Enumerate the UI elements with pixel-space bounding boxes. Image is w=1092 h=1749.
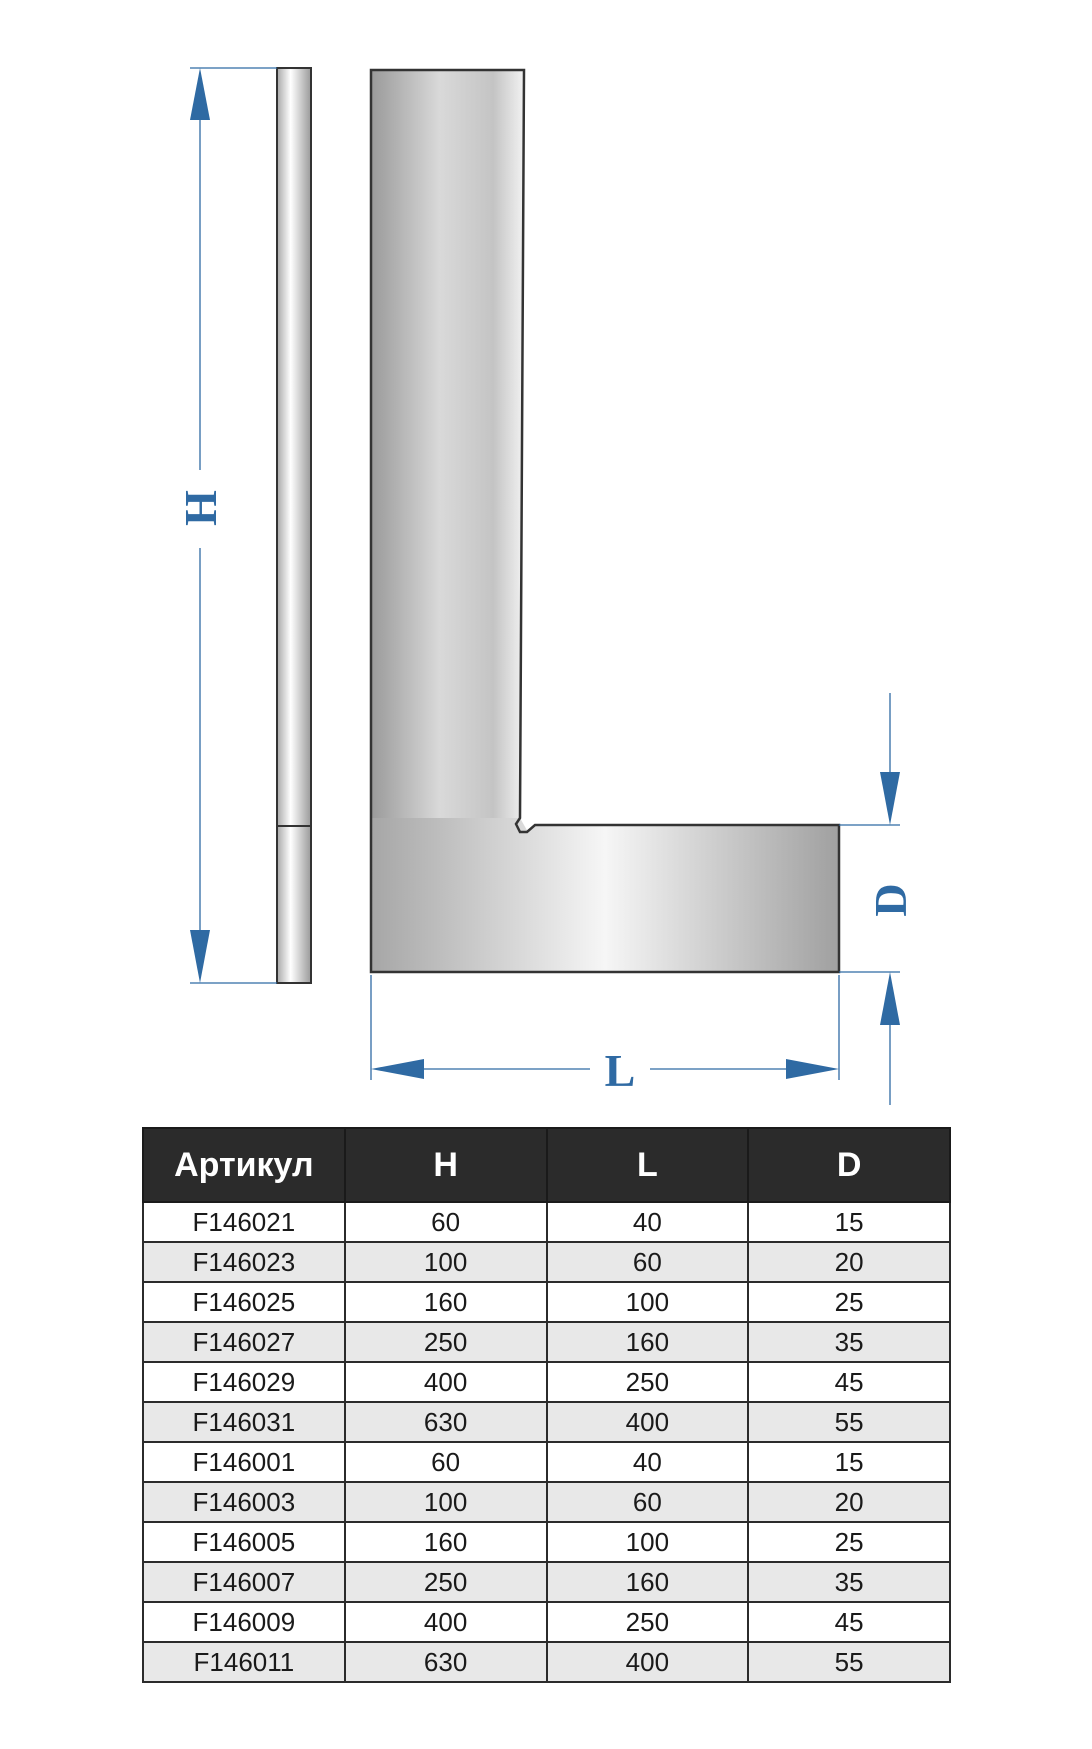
cell-d: 20: [748, 1242, 950, 1282]
cell-h: 100: [345, 1242, 547, 1282]
cell-article: F146029: [143, 1362, 345, 1402]
arrow-right-icon: [786, 1059, 839, 1079]
cell-h: 60: [345, 1442, 547, 1482]
cell-d: 35: [748, 1322, 950, 1362]
table-row: [143, 1442, 950, 1482]
cell-article: F146009: [143, 1602, 345, 1642]
arrow-up-icon: [880, 972, 900, 1025]
arrow-up-icon: [190, 68, 210, 120]
side-view-blade: [277, 68, 311, 826]
cell-h: 400: [345, 1362, 547, 1402]
cell-h: 100: [345, 1482, 547, 1522]
cell-d: 25: [748, 1282, 950, 1322]
side-view-base: [277, 826, 311, 983]
cell-article: F146005: [143, 1522, 345, 1562]
cell-d: 15: [748, 1442, 950, 1482]
arrow-down-icon: [880, 772, 900, 825]
cell-article: F146001: [143, 1442, 345, 1482]
cell-h: 60: [345, 1202, 547, 1242]
cell-d: 20: [748, 1482, 950, 1522]
cell-article: F146023: [143, 1242, 345, 1282]
arrow-left-icon: [371, 1059, 424, 1079]
arrow-down-icon: [190, 930, 210, 983]
header-h: H: [345, 1128, 547, 1202]
cell-article: F146003: [143, 1482, 345, 1522]
table-row: [143, 1322, 950, 1362]
table-row: [143, 1562, 950, 1602]
cell-l: 400: [547, 1642, 749, 1682]
header-d: D: [748, 1128, 950, 1202]
cell-article: F146007: [143, 1562, 345, 1602]
cell-d: 15: [748, 1202, 950, 1242]
cell-h: 160: [345, 1522, 547, 1562]
cell-d: 45: [748, 1362, 950, 1402]
cell-article: F146025: [143, 1282, 345, 1322]
square-base: [371, 818, 839, 972]
cell-h: 250: [345, 1562, 547, 1602]
cell-l: 160: [547, 1562, 749, 1602]
cell-h: 630: [345, 1642, 547, 1682]
table-body: [143, 1202, 950, 1682]
cell-article: F146021: [143, 1202, 345, 1242]
header-article: Артикул: [143, 1128, 345, 1202]
dimension-d-label: D: [865, 883, 916, 917]
dimension-h: [175, 68, 277, 983]
table-row: [143, 1602, 950, 1642]
table-row: [143, 1242, 950, 1282]
cell-d: 55: [748, 1402, 950, 1442]
dimension-h-label: H: [175, 490, 226, 526]
table-header-row: [143, 1128, 950, 1202]
cell-d: 35: [748, 1562, 950, 1602]
cell-article: F146027: [143, 1322, 345, 1362]
table-row: [143, 1282, 950, 1322]
cell-article: F146011: [143, 1642, 345, 1682]
cell-article: F146031: [143, 1402, 345, 1442]
cell-l: 40: [547, 1202, 749, 1242]
table-row: [143, 1522, 950, 1562]
spec-table: [142, 1127, 951, 1683]
header-l: L: [547, 1128, 749, 1202]
table-row: [143, 1362, 950, 1402]
cell-h: 250: [345, 1322, 547, 1362]
cell-d: 55: [748, 1642, 950, 1682]
cell-h: 400: [345, 1602, 547, 1642]
cell-l: 60: [547, 1482, 749, 1522]
cell-l: 160: [547, 1322, 749, 1362]
cell-d: 25: [748, 1522, 950, 1562]
cell-d: 45: [748, 1602, 950, 1642]
table-row: [143, 1202, 950, 1242]
cell-h: 160: [345, 1282, 547, 1322]
cell-l: 40: [547, 1442, 749, 1482]
dimension-l-label: L: [604, 1045, 636, 1096]
square-front-view: [371, 70, 839, 972]
cell-l: 400: [547, 1402, 749, 1442]
cell-l: 60: [547, 1242, 749, 1282]
table-row: [143, 1482, 950, 1522]
dimension-d: [839, 693, 916, 1105]
table-row: [143, 1642, 950, 1682]
side-view: [277, 68, 311, 983]
square-blade: [371, 70, 524, 818]
cell-h: 630: [345, 1402, 547, 1442]
cell-l: 250: [547, 1362, 749, 1402]
dimension-l: [371, 975, 839, 1096]
table-row: [143, 1402, 950, 1442]
cell-l: 100: [547, 1522, 749, 1562]
cell-l: 250: [547, 1602, 749, 1642]
cell-l: 100: [547, 1282, 749, 1322]
